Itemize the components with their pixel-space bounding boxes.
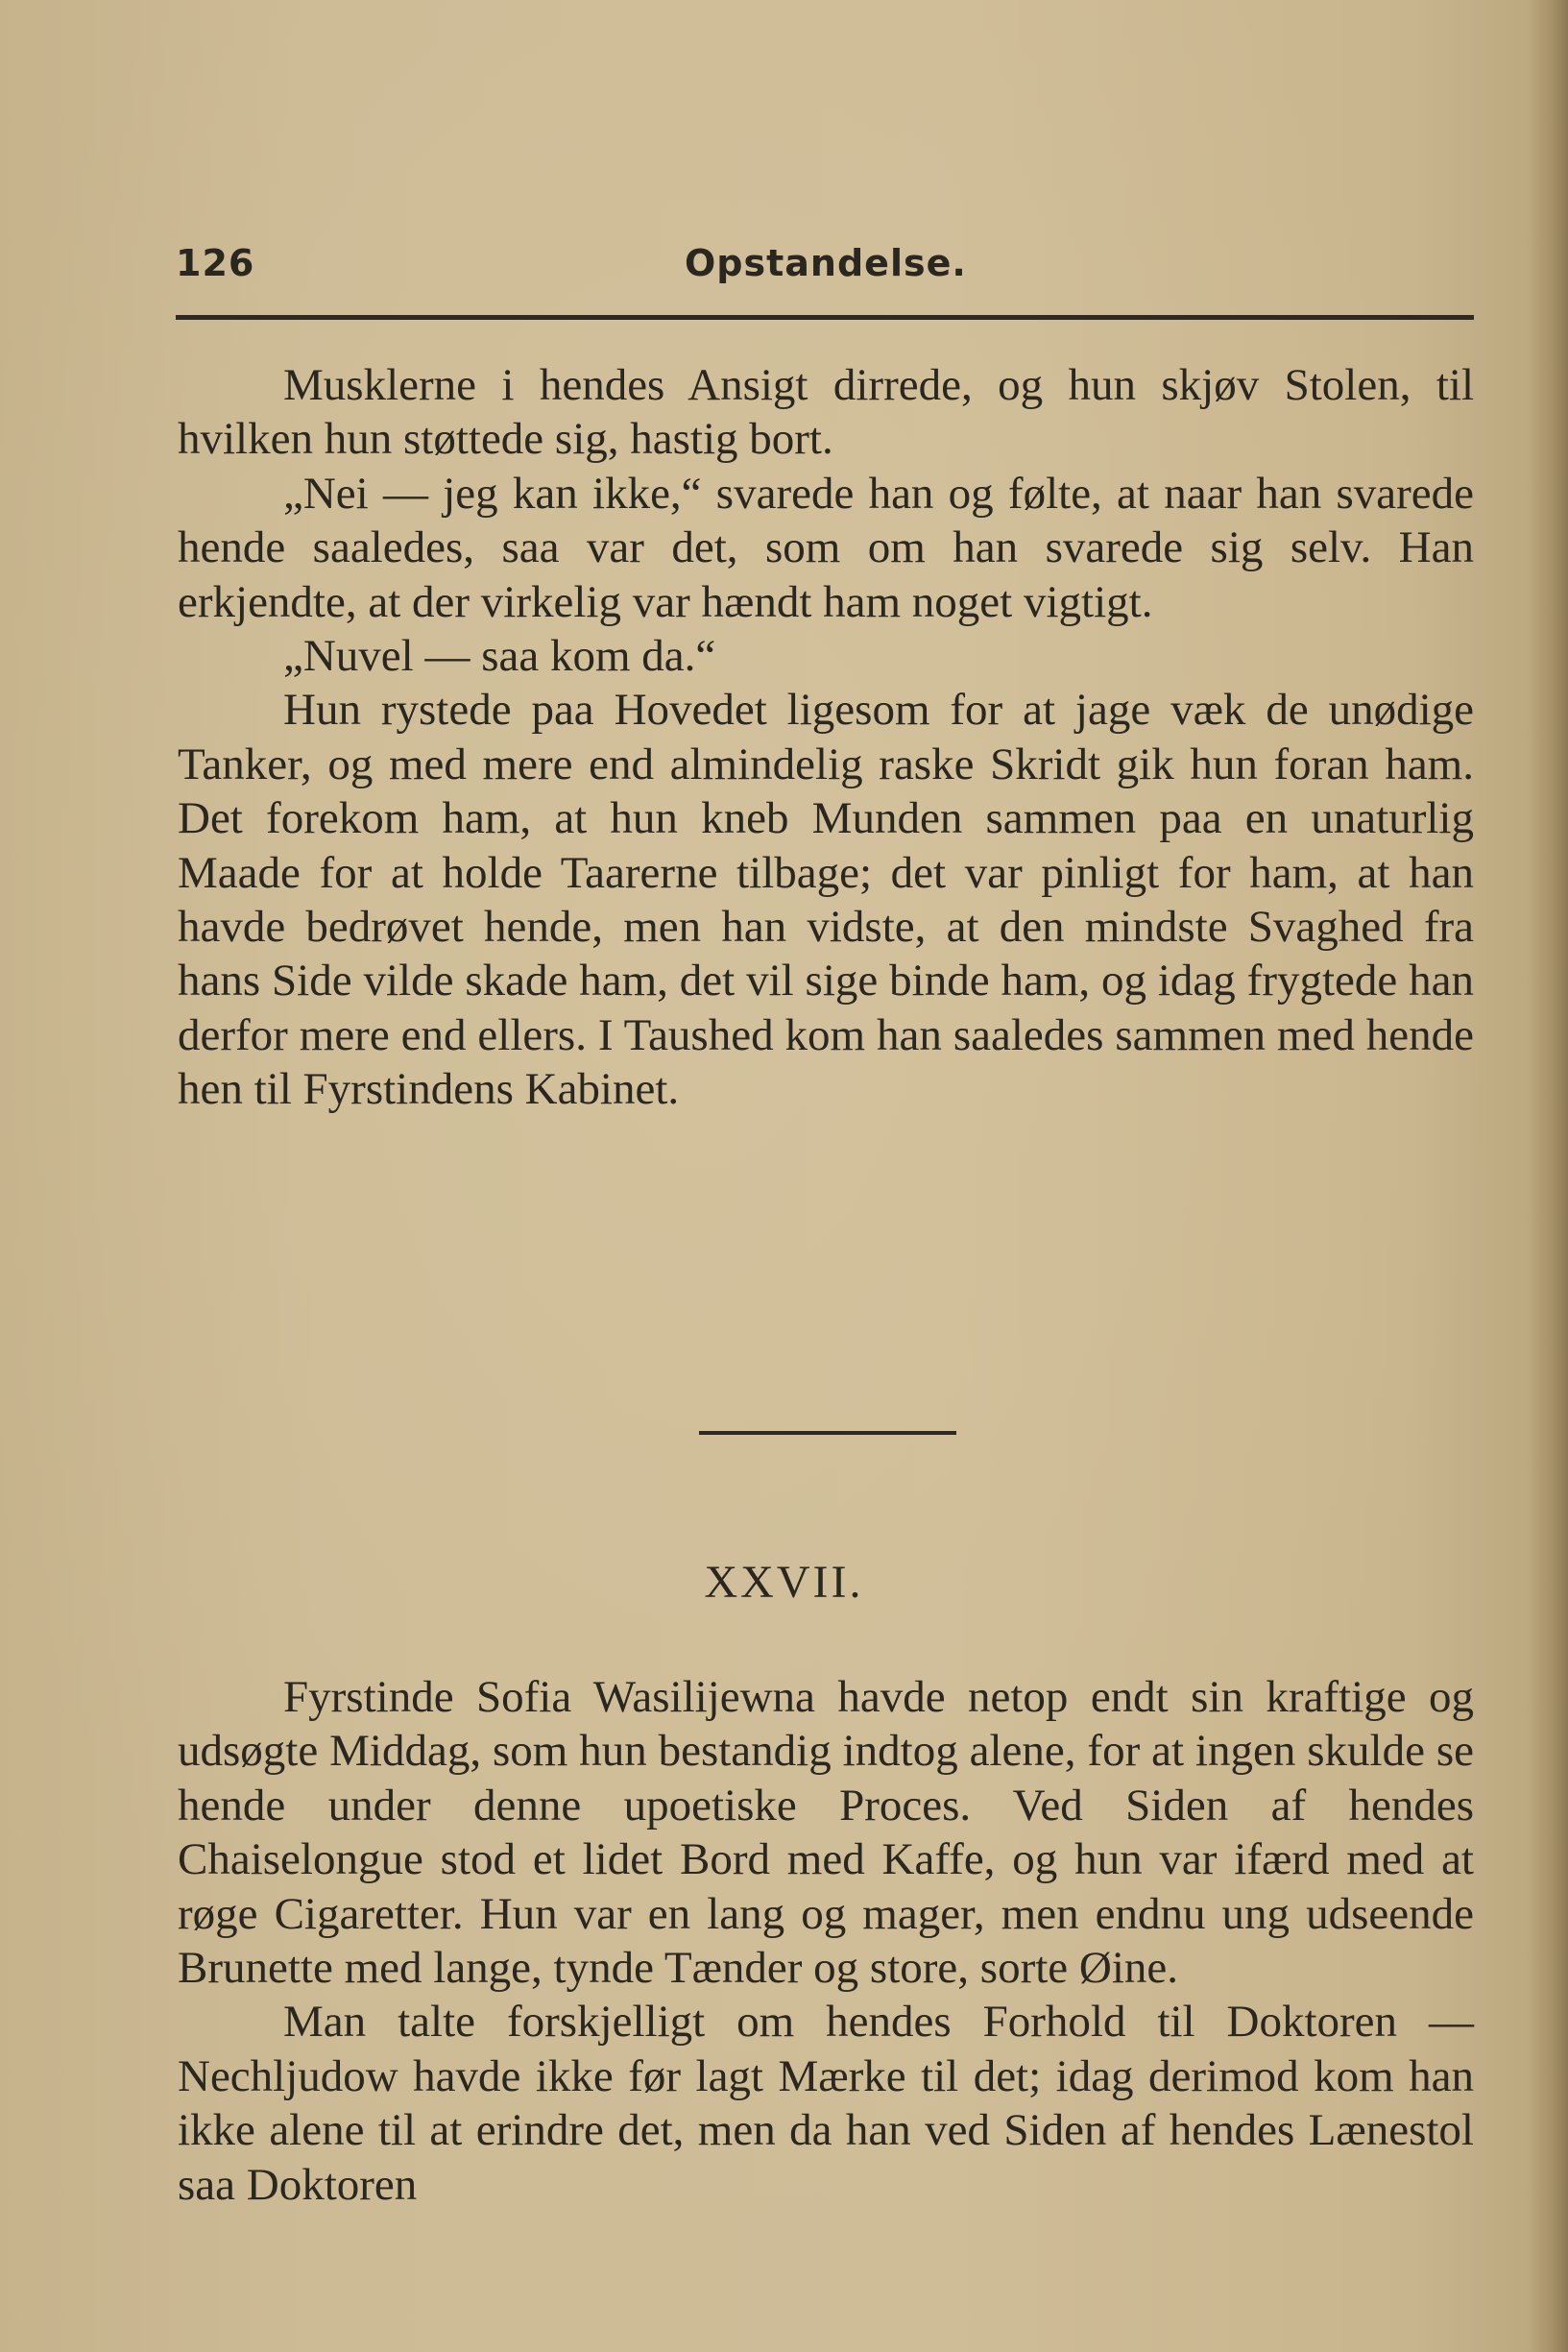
page-number: 126 <box>176 242 255 284</box>
paragraph: Hun rystede paa Hovedet ligesom for at jage væk de unødige Tanker, og med mere end almindelig raske Skridt gik hun foran ham. Det forekom ham, at hun kneb Munden sammen paa en unaturlig Maade for at holde Taarerne tilbage; det var pinligt for ham, at han havde bedrøvet hende, men han vidste, at den mindste Svaghed fra hans Side vilde skade ham, det vil sige binde ham, og idag frygtede han derfor mere end ellers. I Taushed kom han saaledes sammen med hende hen til Fyrstindens Kabinet. <box>178 685 1474 1115</box>
paragraph: Fyrstinde Sofia Wasilijewna havde netop endt sin kraftige og udsøgte Middag, som hun bestandig indtog alene, for at ingen skulde se hende under denne upoetiske Proces. Ved Siden af hendes Chaiselongue stod et lidet Bord med Kaffe, og hun var ifærd med at røge Cigaretter. Hun var en lang og mager, men endnu ung udseende Brunette med lange, tynde Tænder og store, sorte Øine. <box>178 1672 1474 1994</box>
section-separator <box>699 1431 956 1435</box>
section-body-1 <box>178 358 1474 1117</box>
running-title: Opstandelse. <box>685 242 967 284</box>
page-header <box>176 242 1474 290</box>
paragraph: „Nuvel — saa kom da.“ <box>283 631 716 682</box>
header-rule <box>176 315 1474 320</box>
paragraph: Musklerne i hendes Ansigt dirrede, og hun skjøv Stolen, til hvilken hun støttede sig, hastig bort. <box>178 360 1474 465</box>
chapter-heading: XXVII. <box>704 1557 864 1608</box>
page-edge-shadow <box>1528 0 1568 2352</box>
paragraph: „Nei — jeg kan ikke,“ svarede han og følte, at naar han svarede hende saaledes, saa var det, som om han svarede sig selv. Han erkjendte, at der virkelig var hændt ham noget vigtigt. <box>178 468 1474 627</box>
section-body-2 <box>178 1670 1474 2212</box>
paragraph: Man talte forskjelligt om hendes Forhold til Doktoren — Nechljudow havde ikke før lagt Mærke til det; idag derimod kom han ikke alene til at erindre det, men da han ved Siden af hendes Lænestol saa Doktoren <box>178 1997 1474 2210</box>
